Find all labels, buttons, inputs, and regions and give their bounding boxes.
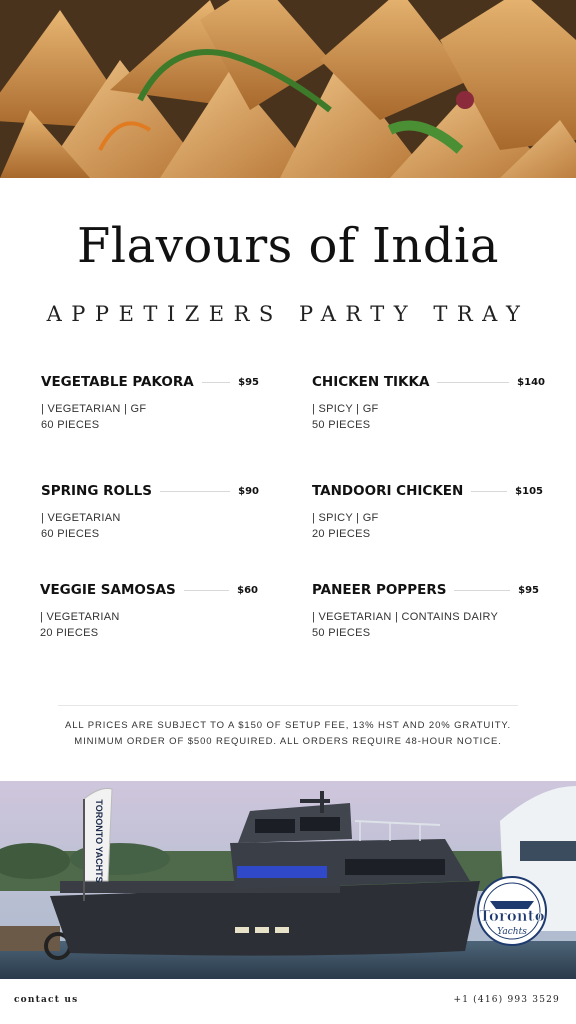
item-price: $140 (517, 376, 545, 388)
item-price: $105 (515, 485, 543, 497)
item-quantity: 50 PIECES (312, 627, 371, 639)
logo-script: Yachts (497, 927, 527, 937)
leader-line (202, 382, 230, 383)
menu-item-chicken-tikka (312, 373, 545, 431)
item-price: $95 (518, 584, 539, 596)
item-tags: | VEGETARIAN | GF (41, 403, 147, 415)
item-price: $95 (238, 376, 259, 388)
item-quantity: 60 PIECES (41, 528, 100, 540)
banner-text: TORONTO YACHTS (94, 799, 104, 883)
leader-line (160, 491, 230, 492)
menu-item-veggie-samosas (40, 581, 258, 639)
order-note: MINIMUM ORDER OF $500 REQUIRED. ALL ORDERS REQUIRE 48-HOUR NOTICE. (74, 736, 502, 747)
hero-food-image (0, 0, 576, 178)
toronto-yachts-logo (478, 877, 546, 945)
page-title: Flavours of India (76, 218, 500, 274)
item-quantity: 20 PIECES (40, 627, 99, 639)
leader-line (454, 590, 510, 591)
samosas-illustration (0, 0, 576, 178)
yacht-illustration (0, 781, 576, 979)
item-quantity: 20 PIECES (312, 528, 371, 540)
item-price: $60 (237, 584, 258, 596)
item-quantity: 60 PIECES (41, 419, 100, 431)
menu-item-paneer-poppers (312, 581, 539, 639)
item-name: VEGGIE SAMOSAS (40, 582, 176, 598)
phone-number[interactable]: +1 (416) 993 3529 (453, 995, 560, 1005)
yacht-photo (0, 781, 576, 979)
leader-line (437, 382, 509, 383)
item-quantity: 50 PIECES (312, 419, 371, 431)
pricing-note: ALL PRICES ARE SUBJECT TO A $150 OF SETUP FEE, 13% HST AND 20% GRATUITY. (64, 720, 511, 731)
item-tags: | SPICY | GF (312, 403, 379, 415)
menu-item-spring-rolls (41, 482, 259, 540)
item-name: CHICKEN TIKKA (312, 374, 430, 390)
item-tags: | SPICY | GF (312, 512, 379, 524)
item-price: $90 (238, 485, 259, 497)
contact-us-label: contact us (14, 995, 79, 1005)
page-subtitle: APPETIZERS PARTY TRAY (46, 302, 530, 326)
logo-main: Toronto (479, 907, 545, 925)
item-tags: | VEGETARIAN (40, 611, 120, 623)
section-divider (58, 705, 518, 706)
menu-item-tandoori-chicken (312, 482, 543, 540)
leader-line (471, 491, 507, 492)
item-name: PANEER POPPERS (312, 582, 447, 598)
menu-item-vegetable-pakora (41, 373, 259, 431)
item-name: VEGETABLE PAKORA (41, 374, 194, 390)
leader-line (184, 590, 229, 591)
item-name: TANDOORI CHICKEN (312, 483, 464, 499)
item-tags: | VEGETARIAN (41, 512, 121, 524)
item-name: SPRING ROLLS (41, 483, 152, 499)
item-tags: | VEGETARIAN | CONTAINS DAIRY (312, 611, 499, 623)
